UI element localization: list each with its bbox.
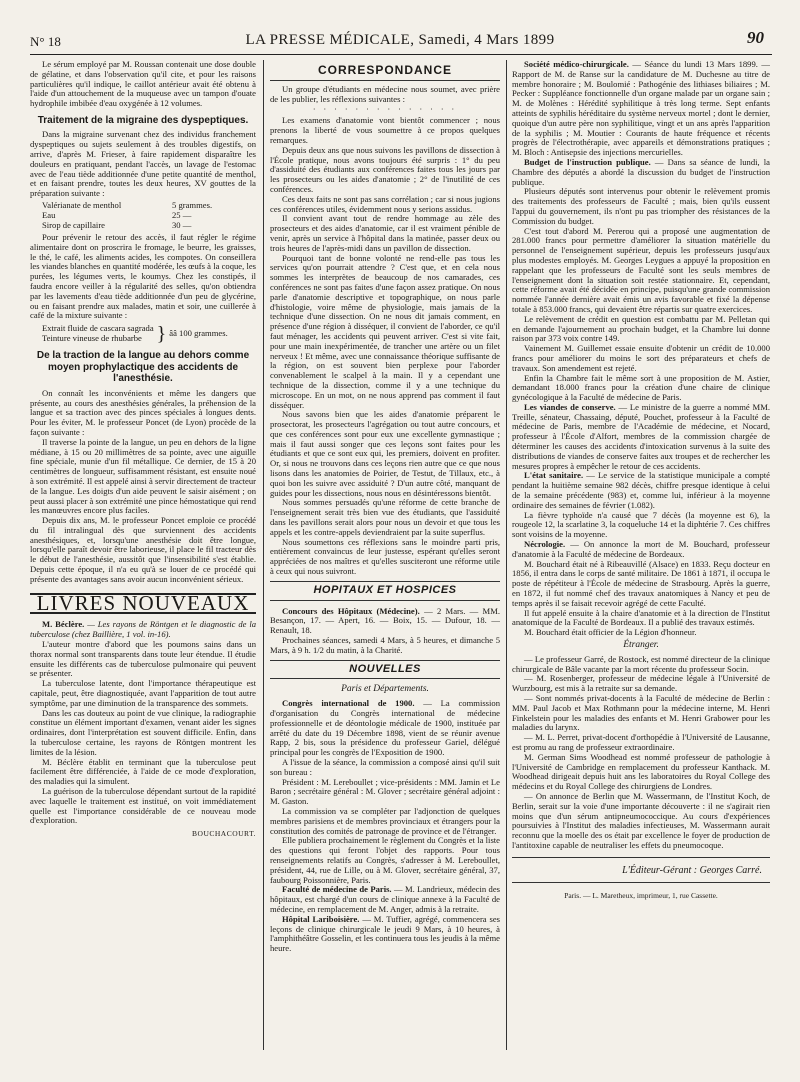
- paragraph: Nous savons bien que les aides d'anatomie préparent le prosectorat, les prosecteurs l'agrégation ou tout autre concours, et que ces conférences sont pour eux une excellente gymnastique ; mais il faut aussi songer que ces leçons sont faites pour les étudiants et que ce sont eux qui, les premiers, doivent en profiter. Or, si nous ne trouvons dans ces leçons rien autre que ce que nous lisons dans les anatomies de Poirier, de Testut, de Tillaux, etc., à quoi bon les suivre avec assiduité ? D'un autre côté, manquant de guides pour les dissections, nous nous en désintéressons bientôt.: [270, 409, 500, 498]
- paragraph: La commission va se compléter par l'adjonction de quelques membres parisiens et de membres provinciaux et étrangers pour la constitution des comités de patronage de province et de l'étranger.: [270, 805, 500, 836]
- paragraph: Les examens d'anatomie vont bientôt commencer ; nous prenons la liberté de vous soumettre à ce propos quelques remarques.: [270, 115, 500, 145]
- paragraph: Enfin la Chambre fait le même sort à une proposition de M. Astier, demandant 18.000 francs pour la création d'une chaire de clinique gynécologique à la Faculté de médecine de Paris.: [512, 372, 770, 403]
- news-item: Budget de l'instruction publique. — Dans sa séance de lundi, la Chambre des députés a abordé la discussion du budget de l'instruction publique.: [512, 156, 770, 187]
- news-item: Hôpital Lariboisière. — M. Tuffier, agrégé, commencera ses leçons de clinique chirurgicale le jeudi 9 Mars, à 10 heures, à l'amphithéâtre Gosselin, et les continuera tous les jeudis à la même heure.: [270, 913, 500, 954]
- prescription: [42, 324, 256, 344]
- paragraph: Depuis deux ans que nous suivons les pavillons de dissection à l'École pratique, nous avons toujours été surpris : 1° du peu d'assiduité des étudiants aux conférences faites tous les jours par les prosecteurs ou les aides d'anatomie ; 2° de l'inutilité de ces conférences.: [270, 144, 500, 194]
- subsection-heading: Paris et Départements.: [341, 684, 429, 695]
- news-item: L'état sanitaire. — Le service de la statistique municipale a compté pendant la huitième semaine 982 décès, chiffre presque identique à celui de la semaine précédente (983) et, comme lui, inférieur à la moyenne ordinaire des semaines de février (1.082).: [512, 470, 770, 510]
- paragraph: La guérison de la tuberculose dépendant surtout de la rapidité avec laquelle le traitement est institué, on voit immédiatement quelle est l'importance considérable de ce nouveau mode d'exploration.: [30, 786, 256, 826]
- paragraph: — M. Rosenberger, professeur de médecine légale à l'Université de Wurzbourg, est mis à la retraite sur sa demande.: [512, 673, 770, 694]
- prescription-line: Sirop de capillaire 30 —: [42, 220, 192, 231]
- column-middle: [270, 60, 500, 1056]
- paragraph: Il fut appelé ensuite à la chaire d'anatomie et à la direction de l'Institut anatomique de la Faculté de Bordeaux. Il a publié des travaux estimés.: [512, 607, 770, 628]
- paragraph: Il traverse la pointe de la langue, un peu en dehors de la ligne médiane, à 15 ou 20 millimètres de sa pointe, avec une aiguille fine spéciale, munie d'un fil métallique. Ce dernier, de 15 à 20 centimètres de longueur, suffisamment résistant, est ensuite noué à son extrémité. Il est appelé ainsi à servir directement de tracteur de la langue. Les doigts d'un aide peuvent le saisir aisément ; on peut aussi placer à son extrémité une pince hémostatique qui rend les manœuvres encore plus faciles.: [30, 436, 256, 516]
- news-item: Congrès international de 1900. — La commission d'organisation du Congrès international de médecine professionnelle et de déontologie médicale de 1900, instituée par arrêté du date du 19 Décembre 1898, vient de se réunir avenue Rapp, 2 bis, sous la présidence du professeur Gariel, délégué principal pour les congrès de l'Exposition de 1900.: [270, 698, 500, 758]
- paragraph: — M. L. Perret, privat-docent d'orthopédie à l'Université de Lausanne, est promu au rang de professeur extraordinaire.: [512, 732, 770, 752]
- paragraph: Pour prévenir le retour des accès, il faut régler le régime alimentaire dont on proscrira le fromage, le beurre, les graisses, le thé, le café, les aliments acides, les compotes. On conseillera les viandes blanches en quantité modérée, les œufs à la coque, les purées, les légumes verts, le koumys. Chez les constipés, il faudra encore veiller à la régularité des selles, qu'on obtiendra par les lavements d'eau tiède additionnée d'un peu de glycérine, ou en faisant prendre aux malades, matin et soir, une cuillerée à café de la mixture suivante :: [30, 232, 256, 321]
- paragraph: L'auteur montre d'abord que les poumons sains dans un thorax normal sont transparents dans toute leur étendue. Il étudie ensuite les différents cas de tuberculose pulmonaire qui peuvent se présenter.: [30, 639, 256, 679]
- section-heading: CORRESPONDANCE: [270, 64, 500, 81]
- paragraph: M. Bouchard était né à Ribeauvillé (Alsace) en 1833. Reçu docteur en 1856, il entra dans le corps de santé militaire. De 1861 à 1871, il occupa le poste de répétiteur à l'École de médecine de Strasbourg. Après la guerre, en 1872, il fut nommé chef des travaux anatomiques à Nancy et peu de temps après il se faisait recevoir agrégé de cette Faculté.: [512, 558, 770, 608]
- subsection-heading: Étranger.: [623, 640, 659, 651]
- paragraph: C'est tout d'abord M. Pererou qui a proposé une augmentation de 281.000 francs pour permettre d'améliorer la situation matérielle du personnel de l'enseignement supérieur, depuis les professeurs jusqu'aux plus modestes employés. M. Georges Leygues a appuyé la proposition en rappelant que les professeurs de Faculté sont les seuls membres de l'enseignement dont la situation soit restée stationnaire. Et, cependant, cette réforme avait été décidée en principe, puisqu'une grande commission nommée l'année dernière avait émis un avis favorable et fixé la dépense totale à 853.000 francs, qui devaient être répartis sur quatre exercices.: [512, 225, 770, 314]
- news-item: Concours des Hôpitaux (Médecine). — 2 Mars. — MM. Besançon, 17. — Apert, 16. — Boix, 15. — Dufour, 18. — Renault, 18.: [270, 605, 500, 636]
- section-heading: NOUVELLES: [270, 660, 500, 680]
- masthead-rule: [30, 54, 772, 55]
- paragraph: Pourquoi tant de bonne volonté ne rend-elle pas tous les services qu'on pourrait attendre ? C'est que, et en cela nous sommes les interprètes de beaucoup de nos camarades, ces conférences ne sont pas faites d'une façon assez pratique. On nous parle d'anatomie descriptive et topographique, on nous parle d'histologie, voire même de physiologie, mais jamais de la technique d'une dissection. On ne nous dit jamais comment, en présence d'une région à disséquer, il convient de l'aborder, ce qu'il faut ménager, les accidents qui peuvent arriver. C'est si vite fait, pour une main inexpérimentée, de trancher une artère ou un filet nerveux ! Et même, avec une connaissance théorique suffisante de la région, on est souvent bien perplexe pour l'aborder convenablement le scalpel à la main. Il y a cependant une technique de la dissection, comme il y a une technique du microscope. En un mot, on ne nous apprend pas comment il faut disséquer.: [270, 252, 500, 410]
- paragraph: Dans la migraine survenant chez des individus franchement dyspeptiques ou sujets seulement à des troubles digestifs, on arrive, d'après M. Frieser, à faire rapidement disparaître les douleurs en pratiquant, pendant l'accès, un lavage de l'estomac avec de l'eau tiède additionnée d'une petite quantité de menthol, et en faisant prendre, toutes les deux heures, XV gouttes de la préparation suivante :: [30, 129, 256, 199]
- column-left: [30, 60, 256, 1056]
- paragraph: Un groupe d'étudiants en médecine nous soumet, avec prière de les publier, les réflexions suivantes :: [270, 83, 500, 104]
- paragraph: Le sérum employé par M. Roussan contenait une dose double de gélatine, et dans l'observation qu'il cite, et pour les raisons particulières qu'il indique, le caillot antérieur avait été obtenu à l'aide d'un attouchement de la muqueuse avec un tampon d'ouate hydrophile imbibée d'eau oxygénée à 12 volumes.: [30, 60, 256, 109]
- prescription-line: Teinture vineuse de rhubarbe: [42, 333, 142, 344]
- paragraph: La tuberculose latente, dont l'importance thérapeutique est capitale, peut, être diagnostiquée, avant l'apparition de tout autre symptôme, par une diminution de la transparence des sommets.: [30, 678, 256, 708]
- editor-credit: L'Éditeur-Gérant : Georges Carré.: [622, 864, 762, 876]
- paragraph: Il convient avant tout de rendre hommage au zèle des prosecteurs et des aides d'anatomie, car il est vraiment pénible de venir, après un service à l'hôpital dans la matinée, passer deux ou trois heures de l'après-midi dans un pavillon de dissection.: [270, 213, 500, 253]
- paragraph: La fièvre typhoïde n'a causé que 7 décès (la moyenne est 6), la rougeole 12, la scarlatine 3, la coqueluche 14 et la diphtérie 7. Ces chiffres sont voisins de la moyenne.: [512, 509, 770, 540]
- section-heading: HOPITAUX ET HOSPICES: [270, 581, 500, 601]
- news-item: Faculté de médecine de Paris. — M. Landrieux, médecin des hôpitaux, est chargé d'un cours de clinique annexe à la Faculté de médecine, en remplacement de M. Anger, admis à la retraite.: [270, 884, 500, 914]
- paragraph: M. Béclère établit en terminant que la tuberculose peut facilement être différenciée, à l'aide de ce mode d'exploration, des maladies qui la simulent.: [30, 756, 256, 787]
- news-item: Société médico-chirurgicale. — Séance du lundi 13 Mars 1899. — Rapport de M. de Ranse sur la candidature de M. Duchesne au titre de membre honoraire ; M. Boulomié : Pathogénie des lithiases biliaires ; M. Pecker : Suppléance fonctionnelle d'un organe malade par un organe sain ; M. de Molènes : Hérédité syphilitique à très long terme. Sept enfants atteints de syphilis héréditaire du système nerveux mortel ; dont le dernier, quoique d'un autre père non syphilitique, vingt et un ans après l'apparition de la syphilis ; M. Moutier : Courants de haute fréquence et récents progrès de l'électrothérapie, avec appareils et démonstrations pratiques ; M. Bloch : Antisepsie des injections mercurielles.: [512, 60, 770, 158]
- article-heading: Traitement de la migraine des dyspeptiques.: [37, 114, 249, 126]
- column-divider: [263, 60, 264, 1050]
- divider: [512, 882, 770, 883]
- divider: [512, 857, 770, 858]
- paragraph: On connaît les inconvénients et même les dangers que présente, au cours des anesthésies générales, la préhension de la langue et sa traction avec des pinces spéciales à longues dents. Pour les éviter, M. le professeur Poncet (de Lyon) procède de la façon suivante :: [30, 387, 256, 437]
- prescription-line: Valérianate de menthol 5 grammes.: [42, 200, 213, 211]
- paragraph: M. Bouchard était officier de la Légion d'honneur.: [524, 627, 697, 638]
- paragraph: Plusieurs députés sont intervenus pour obtenir le relèvement promis des traitements des professeurs de Faculté ; mais, bien qu'ils eussent l'appui du gouvernement, ils n'ont pu pas triompher des résistances de la Commission du budget.: [512, 186, 770, 226]
- prescription-line: Eau 25 —: [42, 210, 192, 221]
- brace: }: [156, 323, 167, 346]
- masthead: [30, 30, 770, 52]
- column-divider: [506, 60, 507, 1050]
- paragraph: M. German Sims Woodhead est nommé professeur de pathologie à l'Université de Cambridge en remplacement du professeur Kanthack. M. Woodhead dirigeait depuis huit ans les laboratoires du Royal College des médecins et du Royal College des chirurgiens de Londres.: [512, 751, 770, 792]
- prescription: [42, 201, 256, 231]
- paragraph: Elle publiera prochainement le règlement du Congrès et la liste des questions qui feront l'objet des rapports. Pour tous renseignements relatifs au Congrès, s'adresser à M. Lereboullet, président, 44, rue de Lille, ou à M. Glover, secrétaire général, 37, faubourg Poissonnière, Paris.: [270, 835, 500, 885]
- book-entry: M. Béclère. — Les rayons de Röntgen et le diagnostic de la tuberculose (chez Baillière, 1 vol. in-16).: [30, 619, 256, 640]
- paragraph: Le relèvement de crédit en question est combattu par M. Pelletan qui en demande l'ajournement au prochain budget, et la Chambre lui donne raison par 373 voix contre 149.: [512, 313, 770, 344]
- author-signature: BOUCHACOURT.: [192, 829, 256, 839]
- separator-dots: · · · · · · · · · · · · · ·: [312, 105, 458, 115]
- newspaper-title: LA PRESSE MÉDICALE, Samedi, 4 Mars 1899: [245, 32, 555, 48]
- issue-number: N° 18: [30, 34, 61, 49]
- paragraph: Vainement M. Guillemet essaie ensuite d'obtenir un crédit de 10.000 francs pour améliorer du moins le sort des préparateurs et chefs de travaux. Son amendement est rejeté.: [512, 343, 770, 373]
- prescription-dose: ââ 100 grammes.: [169, 328, 228, 339]
- paragraph: — Le professeur Garré, de Rostock, est nommé directeur de la clinique chirurgicale de Bâle vacante par la mort récente du professeur Socin.: [512, 653, 770, 674]
- paragraph: Prochaines séances, samedi 4 Mars, à 5 heures, et dimanche 5 Mars, à 9 h. 1/2 du matin, à la Charité.: [270, 635, 500, 655]
- column-right: [512, 60, 770, 1056]
- paragraph: Président : M. Lereboullet ; vice-présidents : MM. Jamin et Le Baron ; secrétaire général : M. Glover ; secrétaire général adjoint : M. Gaston.: [270, 776, 500, 807]
- paragraph: — Sont nommés privat-docents à la Faculté de médecine de Berlin : MM. Paul Jacob et Max Rothmann pour la médecine interne, M. Henri Finkelstein pour les maladies des enfants et M. Henri Grabower pour les maladies du larynx.: [512, 693, 770, 733]
- article-heading: De la traction de la langue au dehors comme moyen prophylactique des accidents de l'anesthésie.: [36, 350, 250, 385]
- paragraph: Nous soumettons ces réflexions sans le moindre parti pris, entièrement convaincus de leur justesse, espérant qu'elles seront appréciées de nos maîtres et qu'elles susciteront une réforme utile à ceux qui nous suivront.: [270, 536, 500, 577]
- page-number: 90: [747, 28, 764, 47]
- paragraph: Depuis dix ans, M. le professeur Poncet emploie ce procédé du fil intralingual dès que surviennent des accidents anesthésiques, et, lorsqu'une anesthésie doit être longue, lorsqu'elle paraît devoir être laborieuse, il place le fil tracteur dès le début de l'anesthésie, aussitôt que l'insensibilité s'est établie. Depuis cette époque, il n'a eu qu'à se louer de ce procédé qui présente des avantages sans avoir aucun inconvénient sérieux.: [30, 515, 256, 584]
- section-heading: LIVRES NOUVEAUX: [30, 593, 256, 615]
- printer-imprint: Paris. — L. Maretheux, imprimeur, 1, rue Cassette.: [564, 890, 718, 900]
- paragraph: Dans les cas douteux au point de vue clinique, la radiographie constitue un élément important d'examen, venant aider les signes ordinaires, dont l'interprétation est souvent difficile. Enfin, dans la tuberculose certaine, les rayons de Röntgen montrent les limites de la lésion.: [30, 707, 256, 757]
- prescription-line: Extrait fluide de cascara sagrada: [42, 323, 154, 334]
- paragraph: Ces deux faits ne sont pas sans corrélation ; car si nous jugions ces conférences utiles, évidemment nous y serions assidus.: [270, 193, 500, 214]
- paragraph: A l'issue de la séance, la commission a composé ainsi qu'il suit son bureau :: [270, 757, 500, 777]
- news-item: Nécrologie. — On annonce la mort de M. Bouchard, professeur d'anatomie à la Faculté de médecine de Bordeaux.: [512, 539, 770, 559]
- paragraph: — On annonce de Berlin que M. Wassermann, de l'Institut Koch, de Berlin, serait sur la voie d'une importante découverte : il ne s'agirait rien moins que d'un sérum antipneumococcique. Au cours d'expériences poursuivies à l'Institut des maladies infectieuses, M. Wassermann aurait reconnu que la moelle des os était par excellence le foyer de production de l'antitoxine capable de neutraliser les effets du pneumocoque.: [512, 790, 770, 850]
- news-item: Les viandes de conserve. — Le ministre de la guerre a nommé MM. Treille, sénateur, Chassaing, député, Pouchet, professeur à la Faculté de médecine de Paris, membre de l'Académie de médecine, et Nocard, professeur à l'École d'Alfort, membres de la commission chargée de déterminer les causes des accidents d'intoxication survenus à la suite des distributions de viandes de conserve faites aux troupes et de rechercher les mesures propres à empêcher le retour de ces accidents.: [512, 401, 770, 471]
- paragraph: Nous sommes persuadés qu'une réforme de cette branche de l'enseignement serait très bien vue des étudiants, que l'assiduité dans les pavillons serait alors pour nous un devoir et que tous les appels et les contre-appels deviendraient par la suite superflus.: [270, 497, 500, 537]
